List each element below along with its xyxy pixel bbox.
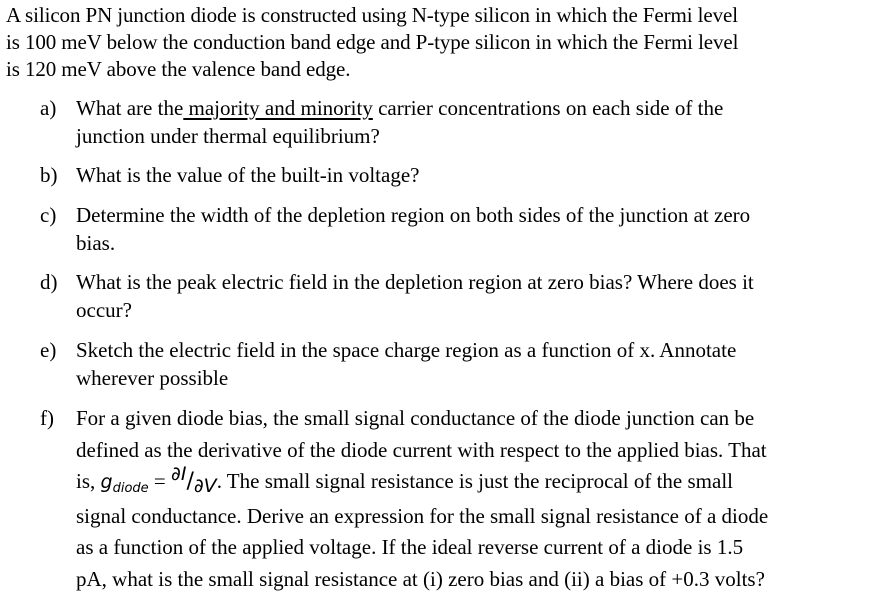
question-label: c) — [40, 203, 57, 227]
problem-intro — [6, 2, 876, 83]
underlined-phrase: majority and minority — [183, 96, 373, 120]
question-text-line: junction under thermal equilibrium? — [76, 123, 380, 148]
formula-numerator: ∂I — [171, 463, 187, 485]
formula-equals: = — [153, 469, 166, 493]
formula-slash: / — [186, 469, 194, 494]
intro-line-3: is 120 meV above the valence band edge. — [6, 57, 351, 81]
question-text-line: What is the value of the built-in voltage? — [76, 163, 420, 187]
question-text-line: pA, what is the small signal resistance at (i) zero bias and (ii) a bias of +0.3 volts? — [76, 566, 765, 591]
question-text — [76, 337, 876, 392]
question-text-segment: carrier concentrations on each side of the — [372, 96, 724, 120]
formula-symbol-g: g — [100, 471, 113, 493]
formula-fraction — [171, 463, 217, 497]
question-label: e) — [40, 338, 57, 362]
question-text — [76, 269, 876, 324]
question-text — [76, 403, 876, 595]
question-text-line: defined as the derivative of the diode current with respect to the applied bias. That — [76, 437, 767, 462]
question-text — [76, 202, 876, 257]
question-text-line: Determine the width of the depletion region on both sides of the junction at zero — [76, 203, 751, 227]
formula-subscript: diode — [112, 481, 149, 496]
conductance-formula — [100, 463, 217, 497]
question-text — [76, 95, 876, 150]
question-text-segment: What are the — [76, 96, 184, 120]
question-text-line: bias. — [76, 230, 116, 255]
question-text-line: wherever possible — [76, 365, 229, 390]
question-label: b) — [40, 163, 58, 187]
question-text-line: Sketch the electric field in the space charge region as a function of x. Annotate — [76, 338, 737, 362]
question-label: a) — [40, 96, 57, 120]
question-text — [76, 162, 876, 190]
intro-line-1: A silicon PN junction diode is constructed using N-type silicon in which the Fermi level — [6, 3, 738, 27]
question-text-line: as a function of the applied voltage. If the ideal reverse current of a diode is 1.5 — [76, 535, 744, 559]
question-text-segment: is, — [76, 469, 96, 493]
question-label: d) — [40, 270, 58, 294]
question-text-line: occur? — [76, 297, 132, 322]
question-label: f) — [40, 406, 54, 430]
question-text-line: signal conductance. Derive an expression for the small signal resistance of a diode — [76, 503, 769, 528]
formula-denominator: ∂V — [193, 475, 217, 497]
question-text-segment: . The small signal resistance is just the reciprocal of the small — [216, 469, 733, 493]
intro-line-2: is 100 meV below the conduction band edge and P-type silicon in which the Fermi level — [6, 30, 739, 54]
question-text-line: What is the peak electric field in the depletion region at zero bias? Where does it — [76, 270, 754, 294]
question-text-line: For a given diode bias, the small signal conductance of the diode junction can be — [76, 406, 755, 430]
